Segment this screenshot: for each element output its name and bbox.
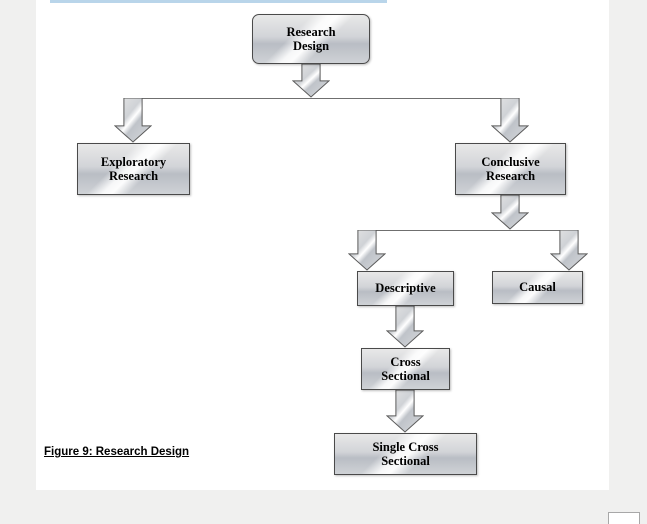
node-single-cross-sectional [334,433,477,475]
arrow-research-design-down [292,64,330,98]
arrow-to-causal [550,230,588,271]
node-label-single-cross-sectional: Single Cross Sectional [372,439,439,468]
arrow-conclusive-research-down [491,195,529,230]
arrow-descriptive-to-cross [386,306,424,348]
corner-placeholder-box [608,512,640,524]
trunk-horizontal-level1 [133,98,517,99]
arrow-to-exploratory-research [114,98,152,143]
trunk-horizontal-level2 [367,230,569,231]
node-causal [492,271,583,304]
node-research-design [252,14,370,64]
node-label-research-design: Research Design [286,24,336,53]
node-conclusive-research [455,143,566,195]
arrow-cross-to-single-cross [386,390,424,433]
node-cross-sectional [361,348,450,390]
node-label-cross-sectional: Cross Sectional [381,354,430,383]
arrow-to-conclusive-research [491,98,529,143]
node-descriptive [357,271,454,306]
node-label-exploratory-research: Exploratory Research [100,154,167,183]
node-label-descriptive: Descriptive [375,281,436,296]
arrow-to-descriptive [348,230,386,271]
node-label-causal: Causal [519,280,556,295]
node-label-conclusive-research: Conclusive Research [481,154,540,183]
figure-caption: Figure 9: Research Design [44,446,190,458]
node-exploratory-research [77,143,190,195]
top-rule [50,0,387,3]
